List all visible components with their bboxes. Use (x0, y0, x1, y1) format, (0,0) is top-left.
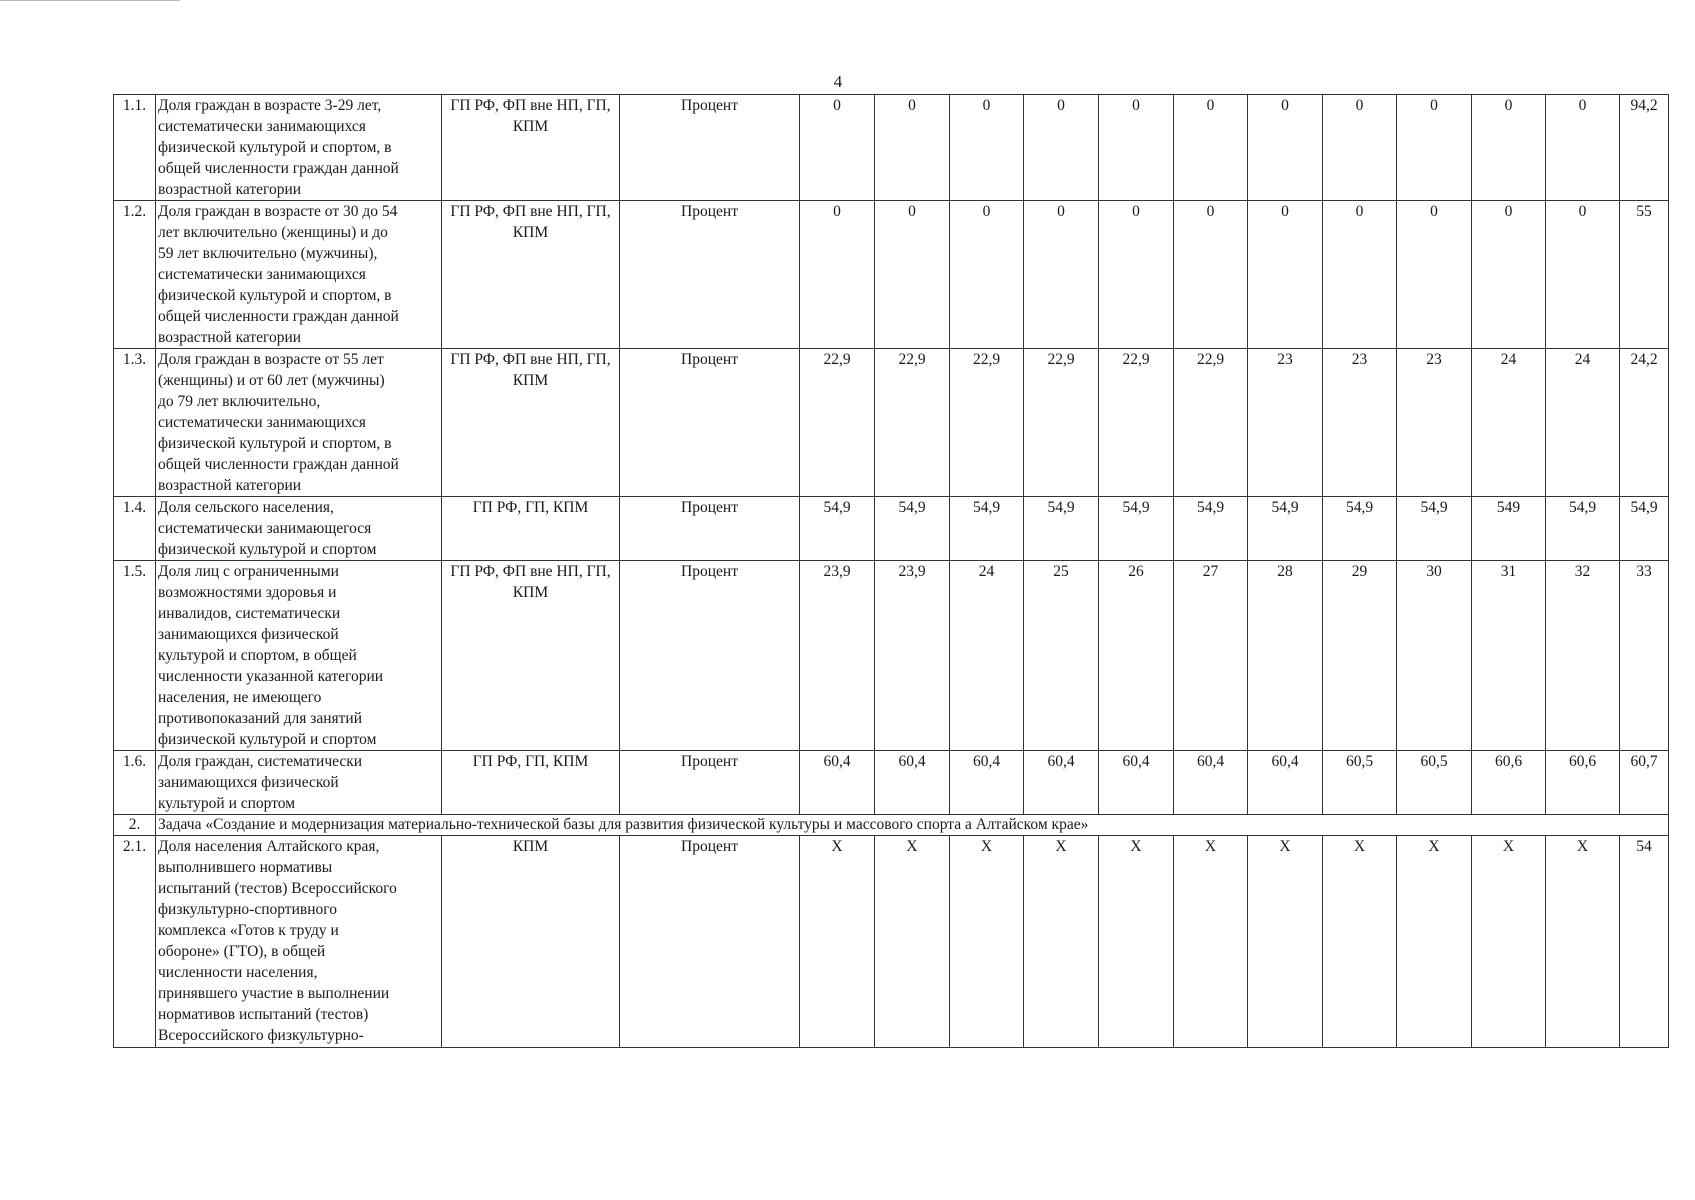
indicator-name (156, 751, 442, 815)
indicator-name-line: занимающихся физической (158, 774, 339, 791)
indicator-name-line: принявшего участие в выполнении (158, 985, 390, 1002)
indicator-name-line: Доля граждан в возрасте от 55 лет (158, 351, 384, 368)
indicator-value: 60,4 (1248, 751, 1323, 815)
indicator-value: 0 (1024, 201, 1099, 349)
indicator-name-line: занимающихся физической (158, 626, 339, 643)
indicator-value: 0 (1174, 95, 1248, 201)
indicator-value: 54,9 (950, 497, 1024, 561)
indicator-number: 2.1. (114, 836, 156, 1048)
indicator-value: 60,4 (950, 751, 1024, 815)
indicator-value: 54,9 (1323, 497, 1397, 561)
indicator-name-line: Доля сельского населения, (158, 499, 334, 516)
indicator-source: ГП РФ, ФП вне НП, ГП, КПМ (442, 561, 620, 751)
indicator-value: 27 (1174, 561, 1248, 751)
indicator-value: 25 (1024, 561, 1099, 751)
indicator-value: X (1248, 836, 1323, 1048)
indicator-value: 0 (1323, 201, 1397, 349)
indicator-value: X (1174, 836, 1248, 1048)
indicator-value: 0 (1099, 95, 1174, 201)
indicator-value: X (1546, 836, 1620, 1048)
indicator-name (156, 349, 442, 497)
indicator-number: 1.3. (114, 349, 156, 497)
indicator-name-line: систематически занимающихся (158, 118, 366, 135)
indicator-name-line: Доля граждан в возрасте от 30 до 54 (158, 203, 398, 220)
indicator-value: 22,9 (875, 349, 950, 497)
indicator-value: 23,9 (875, 561, 950, 751)
indicator-unit: Процент (620, 836, 800, 1048)
indicator-source: ГП РФ, ГП, КПМ (442, 497, 620, 561)
indicator-value: 55 (1620, 201, 1669, 349)
task-row (114, 815, 1669, 836)
indicator-value: 24,2 (1620, 349, 1669, 497)
indicator-value: 0 (875, 201, 950, 349)
indicator-value: 22,9 (1174, 349, 1248, 497)
indicator-value: 33 (1620, 561, 1669, 751)
indicator-name-line: Доля граждан, систематически (158, 753, 363, 770)
indicator-value: 54,9 (1546, 497, 1620, 561)
indicator-unit: Процент (620, 95, 800, 201)
indicator-name-line: общей численности граждан данной (158, 456, 399, 473)
indicator-value: 22,9 (1024, 349, 1099, 497)
table-body (114, 95, 1669, 1048)
indicator-value: 0 (1546, 95, 1620, 201)
indicator-name-line: возрастной категории (158, 329, 302, 346)
indicator-value: 23 (1397, 349, 1472, 497)
indicator-value: 60,6 (1546, 751, 1620, 815)
page-number: 4 (833, 72, 843, 91)
indicator-name-line: выполнившего нормативы (158, 859, 333, 876)
indicator-value: 54,9 (1099, 497, 1174, 561)
indicator-value: 0 (1248, 201, 1323, 349)
indicator-value: 94,2 (1620, 95, 1669, 201)
indicator-name-line: обороне» (ГТО), в общей (158, 943, 326, 960)
indicator-name-line: лет включительно (женщины) и до (158, 224, 388, 241)
indicator-value: X (1323, 836, 1397, 1048)
indicator-unit: Процент (620, 201, 800, 349)
indicator-value: 60,5 (1397, 751, 1472, 815)
indicator-name-line: культурой и спортом, в общей (158, 647, 357, 664)
indicator-source: ГП РФ, ФП вне НП, ГП, КПМ (442, 349, 620, 497)
indicator-name-line: (женщины) и от 60 лет (мужчины) (158, 372, 385, 389)
indicator-value: 0 (800, 95, 875, 201)
indicator-name-line: численности населения, (158, 964, 318, 981)
indicator-name-line: испытаний (тестов) Всероссийского (158, 880, 397, 897)
indicator-value: 29 (1323, 561, 1397, 751)
table-row (114, 561, 1669, 751)
indicator-name-line: физической культурой и спортом (158, 731, 377, 748)
indicator-value: 549 (1472, 497, 1546, 561)
indicator-value: X (1024, 836, 1099, 1048)
indicator-value: 60,4 (1099, 751, 1174, 815)
indicator-value: 0 (875, 95, 950, 201)
indicator-name-line: нормативов испытаний (тестов) (158, 1006, 369, 1023)
indicator-value: 54,9 (1248, 497, 1323, 561)
indicator-value: 0 (1397, 95, 1472, 201)
indicator-name-line: Всероссийского физкультурно- (158, 1027, 364, 1044)
indicator-name-line: Доля лиц с ограниченными (158, 563, 339, 580)
indicator-name-line: возрастной категории (158, 477, 302, 494)
indicator-source: ГП РФ, ГП, КПМ (442, 751, 620, 815)
indicator-name-line: физической культурой и спортом, в (158, 287, 392, 304)
indicator-name-line: систематически занимающегося (158, 520, 372, 537)
indicator-value: 60,5 (1323, 751, 1397, 815)
indicator-name-line: физической культурой и спортом, в (158, 435, 392, 452)
indicator-name-line: физической культурой и спортом, в (158, 139, 392, 156)
indicator-name (156, 497, 442, 561)
table-row (114, 349, 1669, 497)
indicator-value: 54,9 (1174, 497, 1248, 561)
indicator-source: ГП РФ, ФП вне НП, ГП, КПМ (442, 95, 620, 201)
indicator-value: X (1397, 836, 1472, 1048)
indicator-value: 32 (1546, 561, 1620, 751)
indicator-value: 54 (1620, 836, 1669, 1048)
task-number: 2. (114, 815, 156, 836)
indicator-value: 0 (950, 95, 1024, 201)
indicator-number: 1.4. (114, 497, 156, 561)
indicator-value: 0 (1248, 95, 1323, 201)
table-row (114, 497, 1669, 561)
indicator-name-line: культурой и спортом (158, 795, 296, 812)
indicator-value: 28 (1248, 561, 1323, 751)
indicator-value: 31 (1472, 561, 1546, 751)
indicator-value: 0 (1323, 95, 1397, 201)
indicator-value: 60,4 (800, 751, 875, 815)
indicator-value: 26 (1099, 561, 1174, 751)
indicator-name-line: Доля населения Алтайского края, (158, 838, 380, 855)
indicator-name-line: физкультурно-спортивного (158, 901, 337, 918)
indicator-value: 0 (1099, 201, 1174, 349)
indicator-unit: Процент (620, 497, 800, 561)
indicator-value: 60,7 (1620, 751, 1669, 815)
indicator-value: 0 (950, 201, 1024, 349)
indicator-name (156, 836, 442, 1048)
indicator-value: X (800, 836, 875, 1048)
indicator-value: 0 (1174, 201, 1248, 349)
indicator-name-line: систематически занимающихся (158, 414, 366, 431)
table-row (114, 95, 1669, 201)
table-row (114, 201, 1669, 349)
indicator-value: 24 (1546, 349, 1620, 497)
indicator-value: 23 (1323, 349, 1397, 497)
indicator-number: 1.1. (114, 95, 156, 201)
indicator-name-line: систематически занимающихся (158, 266, 366, 283)
indicator-name-line: возрастной категории (158, 181, 302, 198)
indicator-unit: Процент (620, 349, 800, 497)
indicator-value: 0 (800, 201, 875, 349)
indicator-name-line: общей численности граждан данной (158, 160, 399, 177)
indicator-name-line: населения, не имеющего (158, 689, 322, 706)
indicator-value: 54,9 (1024, 497, 1099, 561)
indicator-value: X (950, 836, 1024, 1048)
indicator-value: 24 (1472, 349, 1546, 497)
indicator-value: 54,9 (1397, 497, 1472, 561)
indicator-value: 22,9 (800, 349, 875, 497)
indicator-name-line: до 79 лет включительно, (158, 393, 321, 410)
table-row (114, 751, 1669, 815)
indicator-name-line: 59 лет включительно (мужчины), (158, 245, 378, 262)
indicator-source: ГП РФ, ФП вне НП, ГП, КПМ (442, 201, 620, 349)
indicator-name-line: инвалидов, систематически (158, 605, 341, 622)
indicator-value: 0 (1472, 95, 1546, 201)
indicator-number: 1.6. (114, 751, 156, 815)
indicator-name (156, 95, 442, 201)
indicator-value: 23,9 (800, 561, 875, 751)
indicator-name (156, 561, 442, 751)
indicator-number: 1.2. (114, 201, 156, 349)
indicator-value: 60,4 (875, 751, 950, 815)
indicator-value: 0 (1397, 201, 1472, 349)
indicator-source: КПМ (442, 836, 620, 1048)
indicator-value: 23 (1248, 349, 1323, 497)
indicator-value: X (875, 836, 950, 1048)
indicator-name-line: общей численности граждан данной (158, 308, 399, 325)
indicator-value: 30 (1397, 561, 1472, 751)
indicator-number: 1.5. (114, 561, 156, 751)
indicator-value: 22,9 (1099, 349, 1174, 497)
indicator-name-line: противопоказаний для занятий (158, 710, 363, 727)
indicator-unit: Процент (620, 561, 800, 751)
indicator-name-line: физической культурой и спортом (158, 541, 377, 558)
indicator-value: X (1472, 836, 1546, 1048)
indicator-name-line: комплекса «Готов к труду и (158, 922, 339, 939)
indicator-value: X (1099, 836, 1174, 1048)
indicator-value: 60,4 (1174, 751, 1248, 815)
indicator-unit: Процент (620, 751, 800, 815)
indicator-value: 0 (1472, 201, 1546, 349)
indicator-value: 0 (1024, 95, 1099, 201)
indicator-value: 60,6 (1472, 751, 1546, 815)
table-row (114, 836, 1669, 1048)
indicator-value: 0 (1546, 201, 1620, 349)
indicator-name-line: Доля граждан в возрасте 3-29 лет, (158, 97, 382, 114)
indicator-name-line: возможностями здоровья и (158, 584, 337, 601)
indicator-name-line: численности указанной категории (158, 668, 384, 685)
indicator-value: 24 (950, 561, 1024, 751)
scan-edge-mark (0, 0, 180, 2)
indicators-table (113, 94, 1669, 1048)
indicator-name (156, 201, 442, 349)
task-title: Задача «Создание и модернизация материально-технической базы для развития физической культуры и массового спорта а Алтайском крае» (156, 815, 1669, 836)
indicator-value: 54,9 (875, 497, 950, 561)
indicator-value: 54,9 (1620, 497, 1669, 561)
indicator-value: 60,4 (1024, 751, 1099, 815)
indicator-value: 54,9 (800, 497, 875, 561)
indicator-value: 22,9 (950, 349, 1024, 497)
